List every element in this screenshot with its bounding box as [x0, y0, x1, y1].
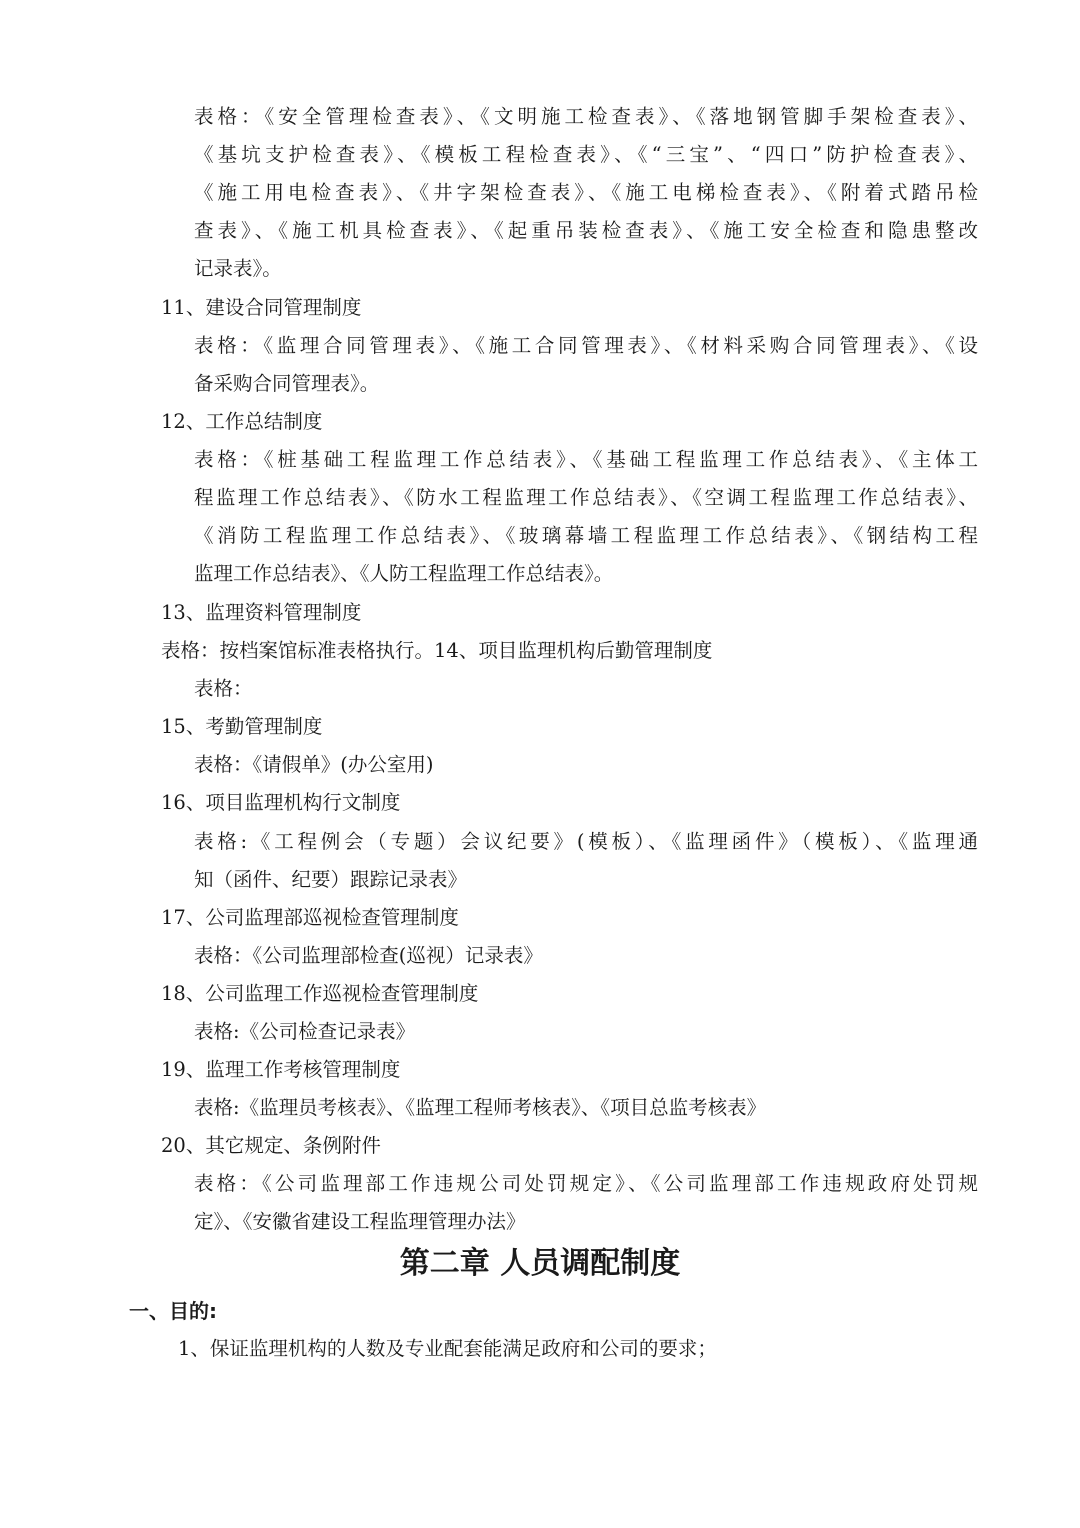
- text-line: 表格:《工程例会（专题）会议纪要》(模板）、《监理函件》（模板）、《监理通: [194, 830, 978, 853]
- text-line: 表格:《监理员考核表》、《监理工程师考核表》、《项目总监考核表》: [194, 1096, 767, 1119]
- text-line: 定》、《安徽省建设工程监理管理办法》: [194, 1210, 526, 1233]
- text-line: 13、监理资料管理制度: [161, 601, 362, 624]
- section-heading: 一、目的:: [129, 1299, 217, 1323]
- chapter-title: 第二章 人员调配制度: [399, 1246, 681, 1281]
- text-line: 15、考勤管理制度: [161, 715, 323, 738]
- text-line: 20、其它规定、条例附件: [161, 1134, 381, 1157]
- text-line: 表格:《公司检查记录表》: [194, 1020, 416, 1043]
- text-line: 表格：《请假单》(办公室用): [194, 753, 434, 776]
- text-line: 监理工作总结表》、《人防工程监理工作总结表》。: [194, 562, 614, 585]
- text-line: 表格：按档案馆标准表格执行。14、项目监理机构后勤管理制度: [161, 639, 713, 662]
- text-line: 查表》、《施工机具检查表》、《起重吊装检查表》、《施工安全检查和隐患整改: [194, 219, 978, 242]
- text-line: 《基坑支护检查表》、《模板工程检查表》、《“三宝”、“四口”防护检查表》、: [194, 143, 978, 166]
- text-line: 表格：《桩基础工程监理工作总结表》、《基础工程监理工作总结表》、《主体工: [194, 448, 978, 471]
- text-line: 12、工作总结制度: [161, 410, 323, 433]
- text-line: 表格：: [194, 677, 253, 700]
- text-line: 表格：《监理合同管理表》、《施工合同管理表》、《材料采购合同管理表》、《设: [194, 334, 978, 357]
- text-line: 备采购合同管理表》。: [194, 372, 380, 395]
- text-line: 11、建设合同管理制度: [161, 296, 362, 319]
- text-line: 《施工用电检查表》、《井字架检查表》、《施工电梯检查表》、《附着式踏吊检: [194, 181, 978, 204]
- text-line: 表格：《公司监理部检查(巡视）记录表》: [194, 944, 543, 967]
- text-line: 表格：《安全管理检查表》、《文明施工检查表》、《落地钢管脚手架检查表》、: [194, 105, 978, 128]
- text-line: 17、公司监理部巡视检查管理制度: [161, 906, 459, 929]
- text-line: 《消防工程监理工作总结表》、《玻璃幕墙工程监理工作总结表》、《钢结构工程: [194, 524, 978, 547]
- text-line: 表格：《公司监理部工作违规公司处罚规定》、《公司监理部工作违规政府处罚规: [194, 1172, 978, 1195]
- text-line: 18、公司监理工作巡视检查管理制度: [161, 982, 479, 1005]
- text-line: 记录表》。: [194, 257, 282, 280]
- text-line: 16、项目监理机构行文制度: [161, 791, 401, 814]
- text-line: 程监理工作总结表》、《防水工程监理工作总结表》、《空调工程监理工作总结表》、: [194, 486, 978, 509]
- text-line: 知（函件、纪要）跟踪记录表》: [194, 868, 468, 891]
- text-line: 19、监理工作考核管理制度: [161, 1058, 401, 1081]
- list-item: 1、保证监理机构的人数及专业配套能满足政府和公司的要求；: [178, 1337, 717, 1360]
